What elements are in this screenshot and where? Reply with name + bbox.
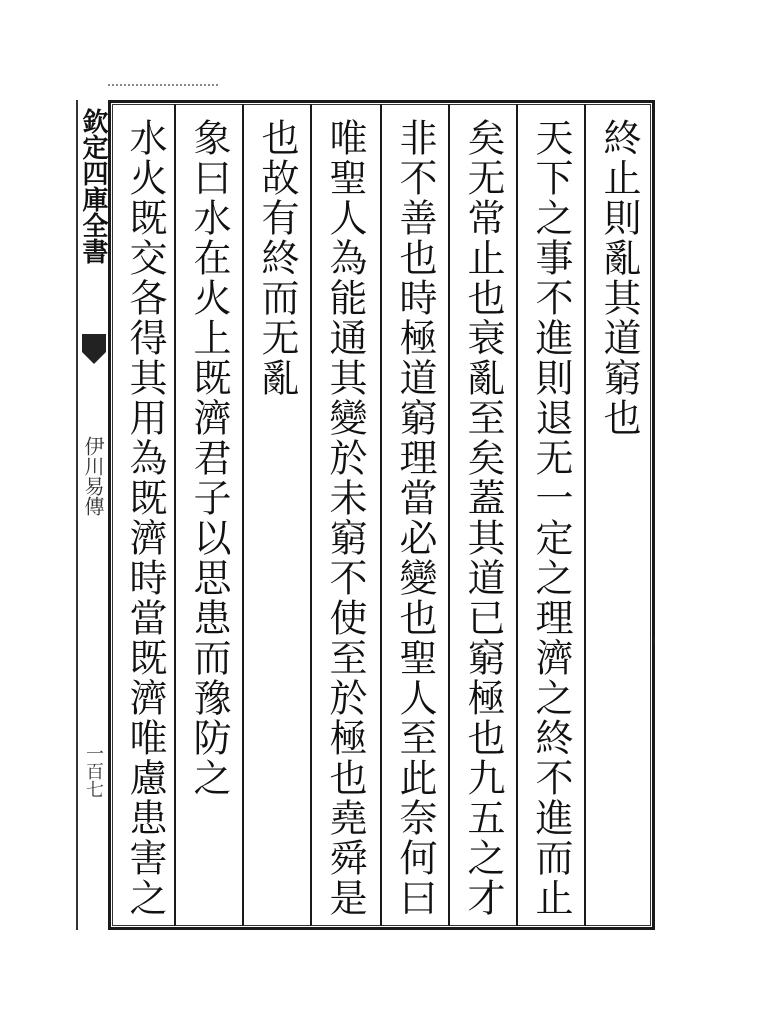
top-edge-mark xyxy=(108,84,218,94)
text-column-7: 象曰水在火上既濟君子以思患而豫防之 xyxy=(187,118,231,798)
text-column-2: 天下之事不進則退无一定之理濟之終不進而止 xyxy=(529,118,573,918)
spine-title: 欽定四庫全書 xyxy=(78,108,108,264)
text-column-6: 也故有終而无亂 xyxy=(255,118,299,398)
column-rule xyxy=(242,104,244,926)
column-rule xyxy=(174,104,176,926)
column-rule xyxy=(584,104,586,926)
spine-book-title: 伊川易傳 xyxy=(81,436,105,516)
text-column-3: 矣无常止也衰亂至矣蓋其道已窮極也九五之才 xyxy=(461,118,505,918)
column-rule xyxy=(380,104,382,926)
column-rule xyxy=(448,104,450,926)
text-column-4: 非不善也時極道窮理當必變也聖人至此奈何曰 xyxy=(393,118,437,918)
edge-mark: ⁞ xyxy=(653,636,656,647)
text-column-1: 終止則亂其道窮也 xyxy=(597,118,641,438)
text-column-5: 唯聖人為能通其變於未窮不使至於極也堯舜是 xyxy=(323,118,367,918)
spine-page-number: 一百七 xyxy=(83,744,104,798)
column-rule xyxy=(516,104,518,926)
column-rule xyxy=(310,104,312,926)
text-column-8: 水火既交各得其用為既濟時當既濟唯慮患害之 xyxy=(123,118,167,918)
